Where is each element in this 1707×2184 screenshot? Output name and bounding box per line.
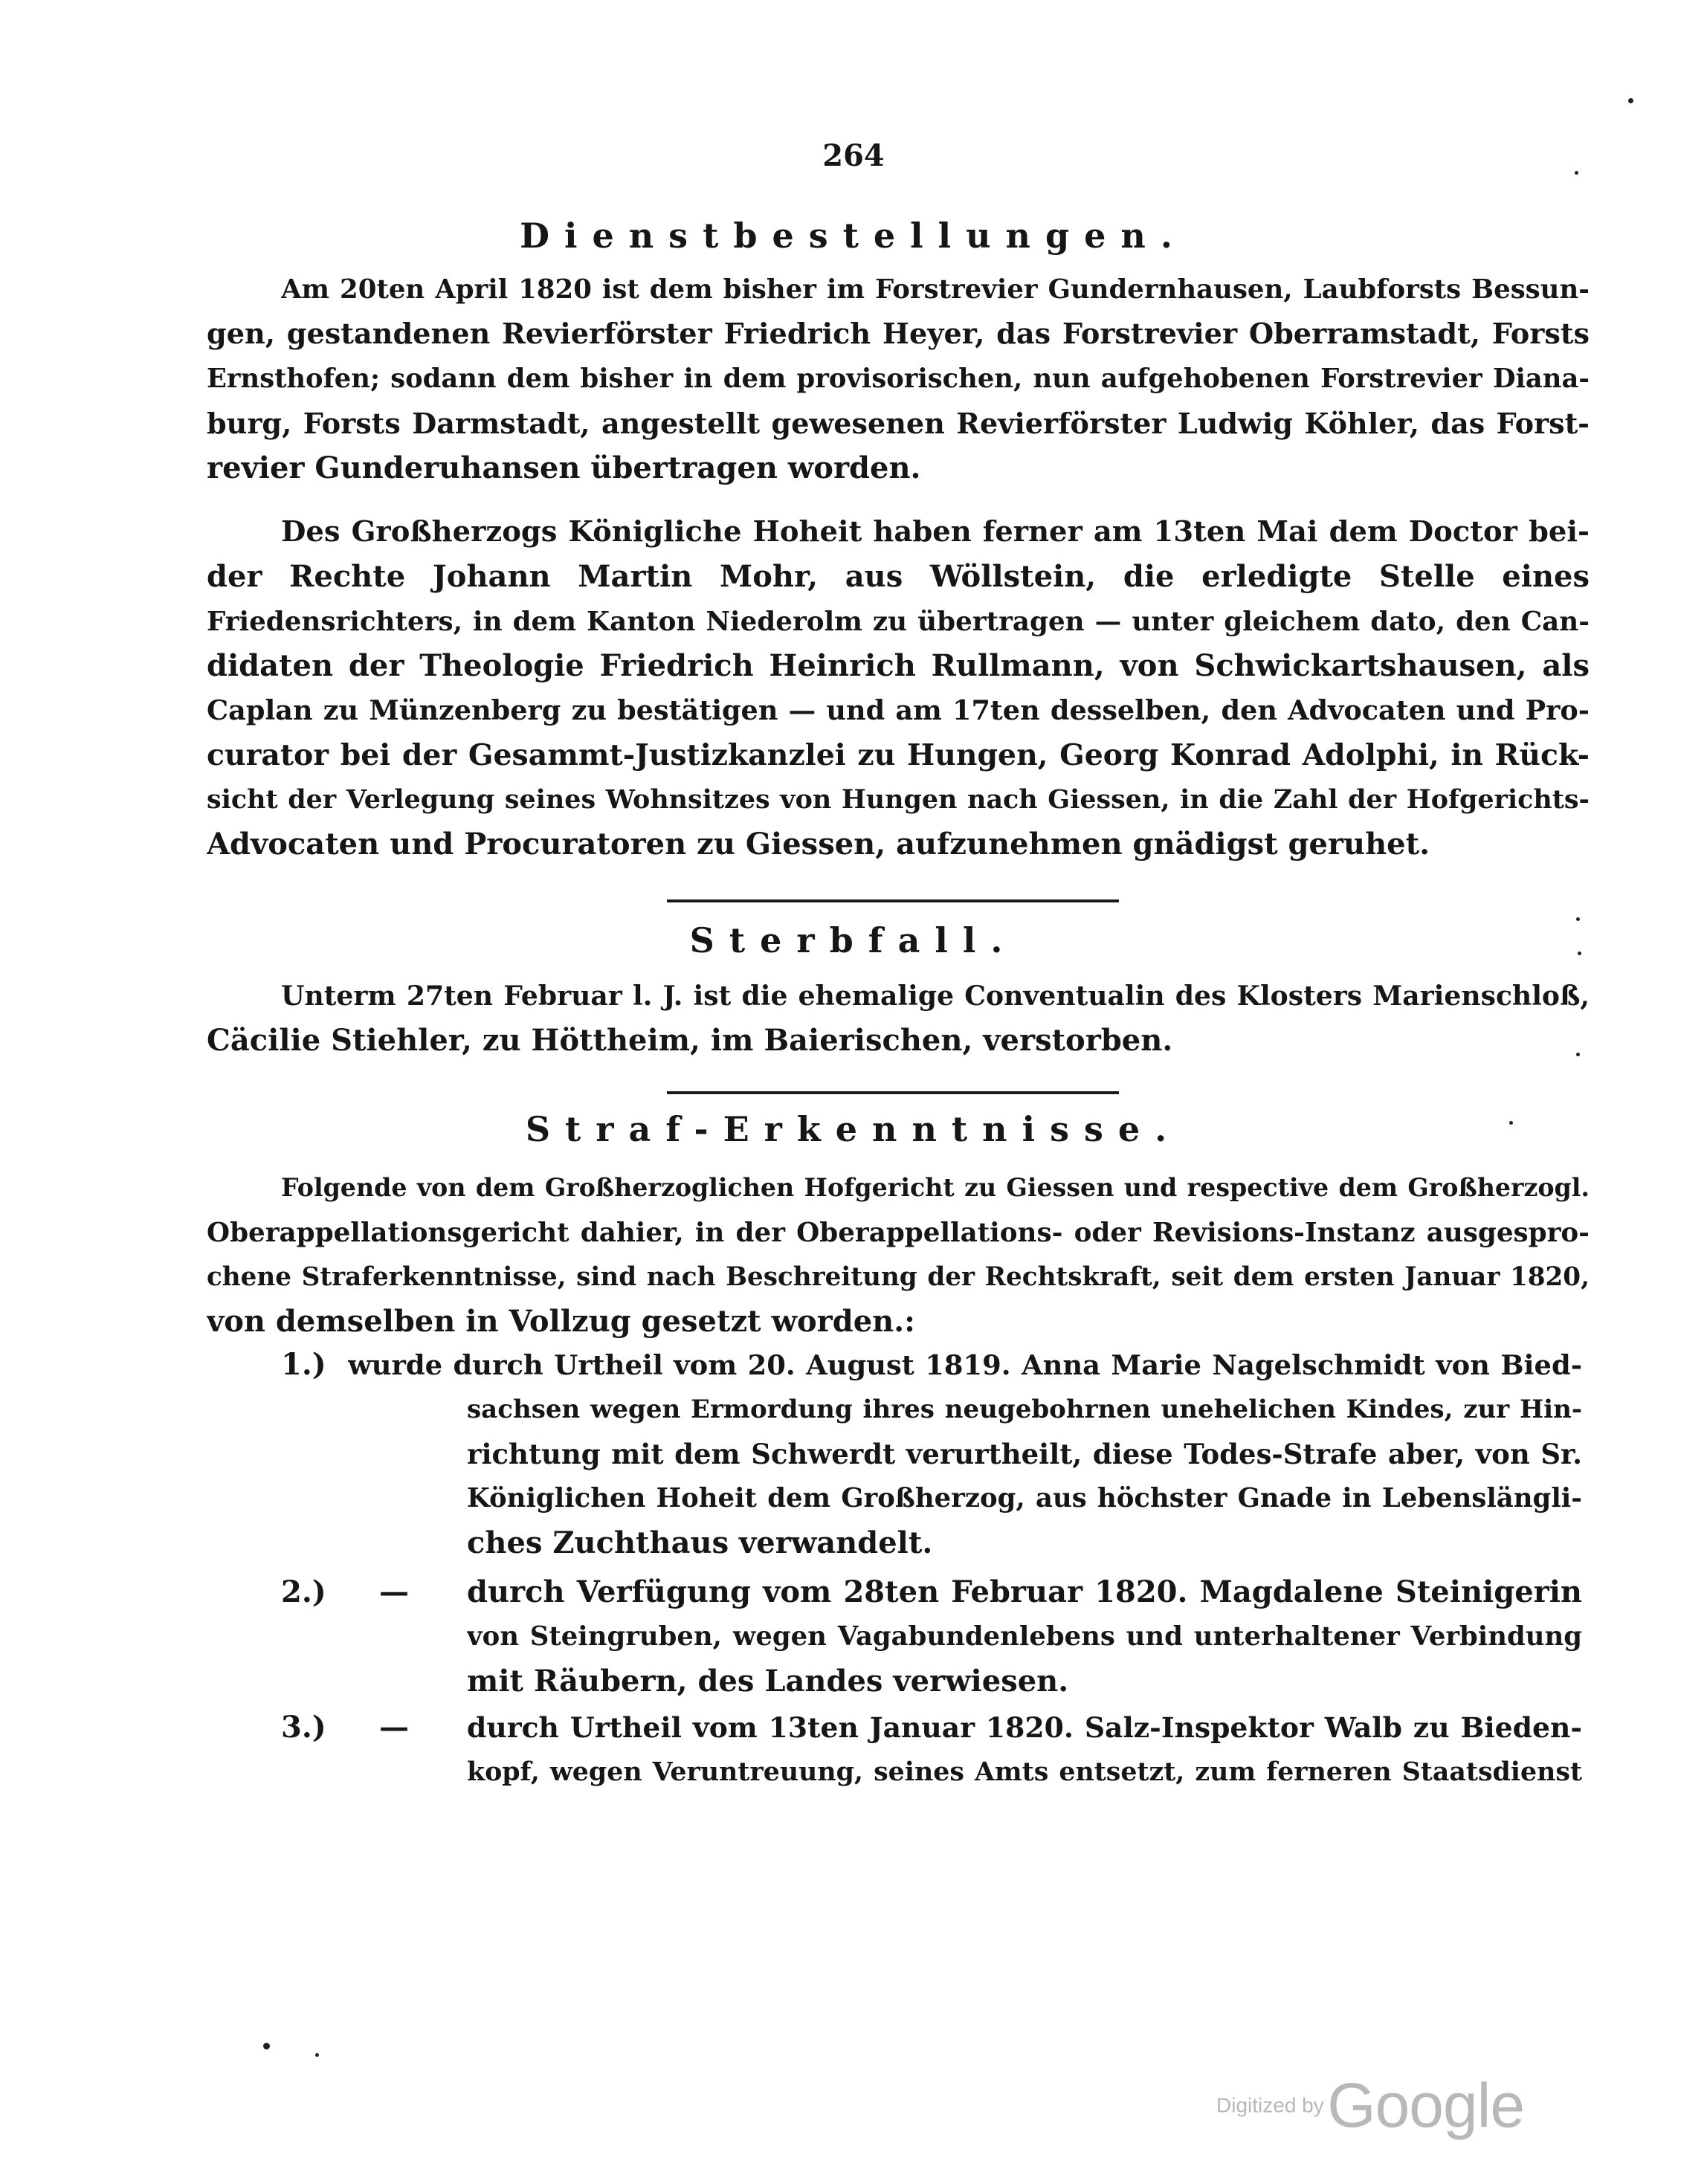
text-line: sicht der Verlegung seines Wohnsitzes von Hungen nach Giessen, in die Zahl der Hofgerichts- <box>207 784 1590 815</box>
paragraph-appointments-judicial <box>207 510 1590 867</box>
scan-speck <box>1575 171 1578 175</box>
item-dash: — <box>379 1574 409 1609</box>
paragraph-appointments-forestry <box>207 268 1590 491</box>
text-line: richtung mit dem Schwerdt verurtheilt, diese Todes-Strafe aber, von Sr. <box>467 1438 1582 1470</box>
digitized-by-google-watermark <box>1216 2070 1524 2142</box>
paragraph-death-notice <box>207 974 1590 1063</box>
text-line: Ernsthofen; sodann dem bisher in dem provisorischen, nun aufgehobenen Forstrevier Diana- <box>207 364 1590 394</box>
sentence-item-1 <box>348 1343 1582 1566</box>
text-line: burg, Forsts Darmstadt, angestellt gewesenen Revierförster Ludwig Köhler, das Forst- <box>207 407 1590 440</box>
watermark-prefix: Digitized by <box>1216 2093 1324 2117</box>
heading-sterbfall: Sterbfall. <box>689 920 1018 960</box>
google-wordmark: Google <box>1327 2070 1525 2140</box>
text-line: von Steingruben, wegen Vagabundenlebens und unterhaltener Verbindung <box>467 1621 1582 1652</box>
scan-speck <box>1578 952 1581 955</box>
sentence-item-2 <box>467 1570 1582 1704</box>
text-line: Friedensrichters, in dem Kanton Niederolm zu übertragen — unter gleichem dato, den Can- <box>207 606 1590 637</box>
scan-speck <box>1576 1053 1580 1056</box>
text-line: mit Räubern, des Landes verwiesen. <box>467 1664 1069 1699</box>
heading-straf-erkenntnisse: Straf-Erkenntnisse. <box>525 1109 1182 1149</box>
text-line: Unterm 27ten Februar l. J. ist die ehemalige Conventualin des Klosters Marienschloß, <box>281 980 1590 1012</box>
text-line: Des Großherzogs Königliche Hoheit haben ferner am 13ten Mai dem Doctor bei- <box>281 515 1590 549</box>
scan-speck <box>1576 917 1580 921</box>
text-line: curator bei der Gesammt-Justizkanzlei zu Hungen, Georg Konrad Adolphi, in Rück- <box>207 738 1590 772</box>
text-line: gen, gestandenen Revierförster Friedrich Heyer, das Forstrevier Oberramstadt, Forsts <box>207 317 1590 351</box>
text-line: Advocaten und Procuratoren zu Giessen, aufzunehmen gnädigst geruhet. <box>207 827 1430 862</box>
scan-speck <box>315 2053 319 2057</box>
text-line: Cäcilie Stiehler, zu Höttheim, im Baierischen, verstorben. <box>207 1023 1173 1058</box>
item-number: 1.) <box>281 1347 326 1382</box>
text-line: didaten der Theologie Friedrich Heinrich Rullmann, von Schwickartshausen, als <box>207 648 1590 683</box>
page-number: 264 <box>822 138 885 173</box>
scan-speck <box>263 2043 270 2049</box>
text-line: wurde durch Urtheil vom 20. August 1819. Anna Marie Nagelschmidt von Bied- <box>348 1348 1582 1381</box>
section-divider <box>667 1091 1119 1094</box>
text-line: Königlichen Hoheit dem Großherzog, aus höchster Gnade in Lebenslängli- <box>467 1483 1582 1513</box>
text-line: revier Gunderuhansen übertragen worden. <box>207 450 921 485</box>
text-line: durch Verfügung vom 28ten Februar 1820. Magdalene Steinigerin <box>467 1574 1582 1609</box>
scan-speck <box>1628 98 1633 103</box>
scan-speck <box>1509 1121 1513 1125</box>
text-line: der Rechte Johann Martin Mohr, aus Wöllstein, die erledigte Stelle eines <box>207 559 1590 594</box>
text-line: ches Zuchthaus verwandelt. <box>467 1525 933 1560</box>
text-line: durch Urtheil vom 13ten Januar 1820. Salz-Inspektor Walb zu Bieden- <box>467 1711 1582 1744</box>
text-line: Oberappellationsgericht dahier, in der Oberappellations- oder Revisions-Instanz ausgespro- <box>207 1217 1590 1248</box>
text-line: sachsen wegen Ermordung ihres neugebohrnen unehelichen Kindes, zur Hin- <box>467 1395 1582 1424</box>
section-divider <box>667 899 1119 902</box>
text-line: Am 20ten April 1820 ist dem bisher im Forstrevier Gundernhausen, Laubforsts Bessun- <box>281 274 1590 305</box>
text-line: von demselben in Vollzug gesetzt worden.: <box>207 1304 915 1339</box>
text-line: Caplan zu Münzenberg zu bestätigen — und am 17ten desselben, den Advocaten und Pro- <box>207 694 1590 726</box>
item-number: 2.) <box>281 1574 326 1609</box>
text-line: Folgende von dem Großherzoglichen Hofgericht zu Giessen und respective dem Großherzogl. <box>281 1173 1590 1202</box>
sentence-item-3 <box>467 1705 1582 1794</box>
heading-dienstbestellungen: Dienstbestellungen. <box>520 216 1187 256</box>
item-number: 3.) <box>281 1710 326 1745</box>
paragraph-sentences-intro <box>207 1166 1590 1344</box>
text-line: kopf, wegen Veruntreuung, seines Amts entsetzt, zum ferneren Staatsdienst <box>467 1757 1582 1787</box>
item-dash: — <box>379 1710 409 1745</box>
text-line: chene Straferkenntnisse, sind nach Beschreitung der Rechtskraft, seit dem ersten Januar 1820, <box>207 1262 1590 1292</box>
